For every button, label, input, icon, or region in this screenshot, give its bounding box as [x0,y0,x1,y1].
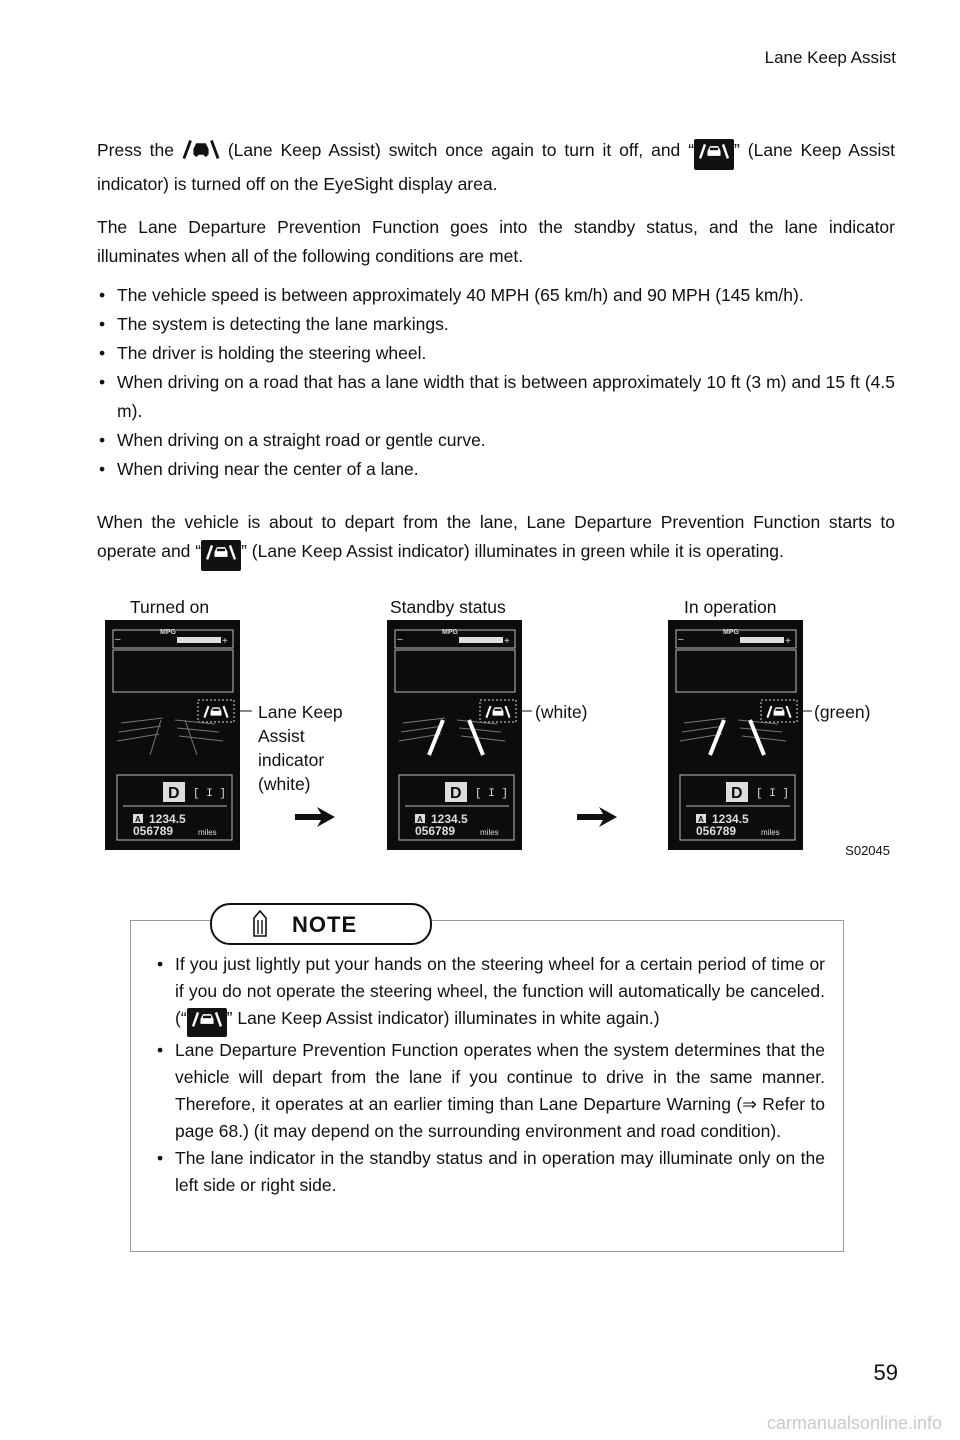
note-box [130,920,844,1252]
svg-text:–: – [397,634,403,645]
running-header: Lane Keep Assist [764,48,896,67]
lane-keep-assist-indicator-icon [694,139,734,170]
lane-keep-assist-switch-icon [182,138,220,160]
main-content [97,136,895,585]
list-item-text: When driving near the center of a lane. [117,459,419,479]
text: If you just lightly put your hands on the steering wheel for a certain period of time or if you do not operate the steering wheel, the function will automatically be canceled. (“ [175,954,825,1028]
label-line: indicator [258,750,325,770]
svg-text:MPG: MPG [442,629,458,636]
list-item: • The system is detecting the lane markings. [99,314,449,334]
list-item: • The vehicle speed is between approximately 40 MPH (65 km/h) and 90 MPH (145 km/h). [99,285,804,305]
text: Press the [97,140,174,160]
watermark: carmanualsonline.info [766,1413,942,1433]
list-item-text: When driving on a road that has a lane width that is between approximately 10 ft (3 m) and 15 ft (4.5 m). [117,372,895,421]
svg-text:1234.5: 1234.5 [431,812,468,826]
paragraph-standby: The Lane Departure Prevention Function goes into the standby status, and the lane indicator illuminates when all of the following conditions are met. [97,217,895,266]
svg-text:D: D [731,785,743,802]
label-line: (white) [258,774,311,794]
svg-text:[ I ]: [ I ] [193,788,227,800]
text: ” (Lane Keep Assist indicator) illuminates in green while it is operating. [241,541,784,561]
list-item: • The driver is holding the steering wheel. [99,343,427,363]
right-arrow-icon [295,805,335,829]
text: ” (Lane Keep Assist indicator) is turned off on the EyeSight display area. [97,140,895,194]
list-item: • When driving on a road that has a lane width that is between approximately 10 ft (3 m) and 15 ft (4.5 m). [99,372,895,421]
arrow-icon: ⇒ [742,1094,757,1114]
label-white: (white) [535,702,588,722]
leader-lines [100,590,900,870]
figure-code: S02045 [845,843,890,858]
gear-letter: D [168,785,180,802]
svg-text:–: – [678,634,684,645]
caption-in-operation: In operation [684,597,777,617]
svg-text:1234.5: 1234.5 [712,812,749,826]
paragraph-switch-off [97,136,895,199]
svg-text:056789: 056789 [133,824,174,838]
note-list [131,921,843,1199]
text: (Lane Keep Assist) switch once again to turn it off, and “ [227,140,695,160]
note-title: NOTE [292,912,358,937]
text: Lane Departure Prevention Function operates when the system determines that the vehicle will depart from the lane if you continue to drive in the same manner. Therefore, it operates at an earlier timing than Lane Departure Warning ( [175,1040,825,1114]
indicator-label [258,700,343,796]
text: ” Lane Keep Assist indicator) illuminates in white again.) [226,1008,660,1028]
lane-keep-assist-indicator-icon [201,540,241,571]
paragraph-operation [97,508,895,571]
right-arrow-icon [577,805,617,829]
lane-keep-assist-indicator-icon [187,1008,227,1037]
svg-text:miles: miles [198,828,217,837]
list-item: • When driving on a straight road or gentle curve. [99,430,486,450]
list-item-text: The system is detecting the lane markings. [117,314,449,334]
list-item: • Lane Departure Prevention Function operates when the system determines that the vehicle will depart from the lane if you continue to drive in the same manner. Therefore, it operates at an earlier timing than Lane Departure Warning (⇒ Refer to page 68.) (it may depend on the surrounding environment and road condition). [157,1040,825,1141]
svg-text:[ I ]: [ I ] [475,788,509,800]
list-item-text: When driving on a straight road or gentle curve. [117,430,486,450]
svg-text:+: + [504,636,510,647]
label-line: Assist [258,726,305,746]
list-item: • The lane indicator in the standby status and in operation may illuminate only on the left side or right side. [157,1148,825,1195]
note-icon [250,908,270,938]
minus-label: – [115,634,121,645]
conditions-list [97,281,895,484]
svg-text:D: D [450,785,462,802]
caption-turned-on: Turned on [130,597,210,617]
svg-text:056789: 056789 [415,824,456,838]
svg-text:A: A [698,815,704,824]
plus-label: + [222,636,228,647]
indicator-figure [100,590,900,870]
svg-text:miles: miles [480,828,499,837]
text: When the vehicle is about to depart from the lane, Lane Departure Prevention Function starts to operate and “ [97,512,895,561]
label-green: (green) [814,702,871,722]
svg-text:[ I ]: [ I ] [756,788,790,800]
svg-text:+: + [785,636,791,647]
list-item: • If you just lightly put your hands on the steering wheel for a certain period of time or if you do not operate the steering wheel, the function will automatically be canceled. (“ ” Lane Keep Assist indicator) illuminates in white again.) [155,951,825,1037]
note-tag [210,903,432,945]
svg-text:A: A [417,815,423,824]
caption-standby: Standby status [390,597,506,617]
svg-text:056789: 056789 [696,824,737,838]
svg-text:MPG: MPG [723,629,739,636]
svg-text:A: A [135,815,141,824]
list-item: • When driving near the center of a lane. [99,459,419,479]
list-item-text: The vehicle speed is between approximately 40 MPH (65 km/h) and 90 MPH (145 km/h). [117,285,804,305]
page-number: 59 [873,1360,898,1385]
text: Refer to page 68.) (it may depend on the surrounding environment and road condition). [175,1094,825,1141]
mpg-label: MPG [160,629,176,636]
svg-text:miles: miles [761,828,780,837]
text: The lane indicator in the standby status and in operation may illuminate only on the left side or right side. [175,1148,825,1195]
label-line: Lane Keep [258,702,343,722]
svg-text:1234.5: 1234.5 [149,812,186,826]
list-item-text: The driver is holding the steering wheel. [117,343,427,363]
